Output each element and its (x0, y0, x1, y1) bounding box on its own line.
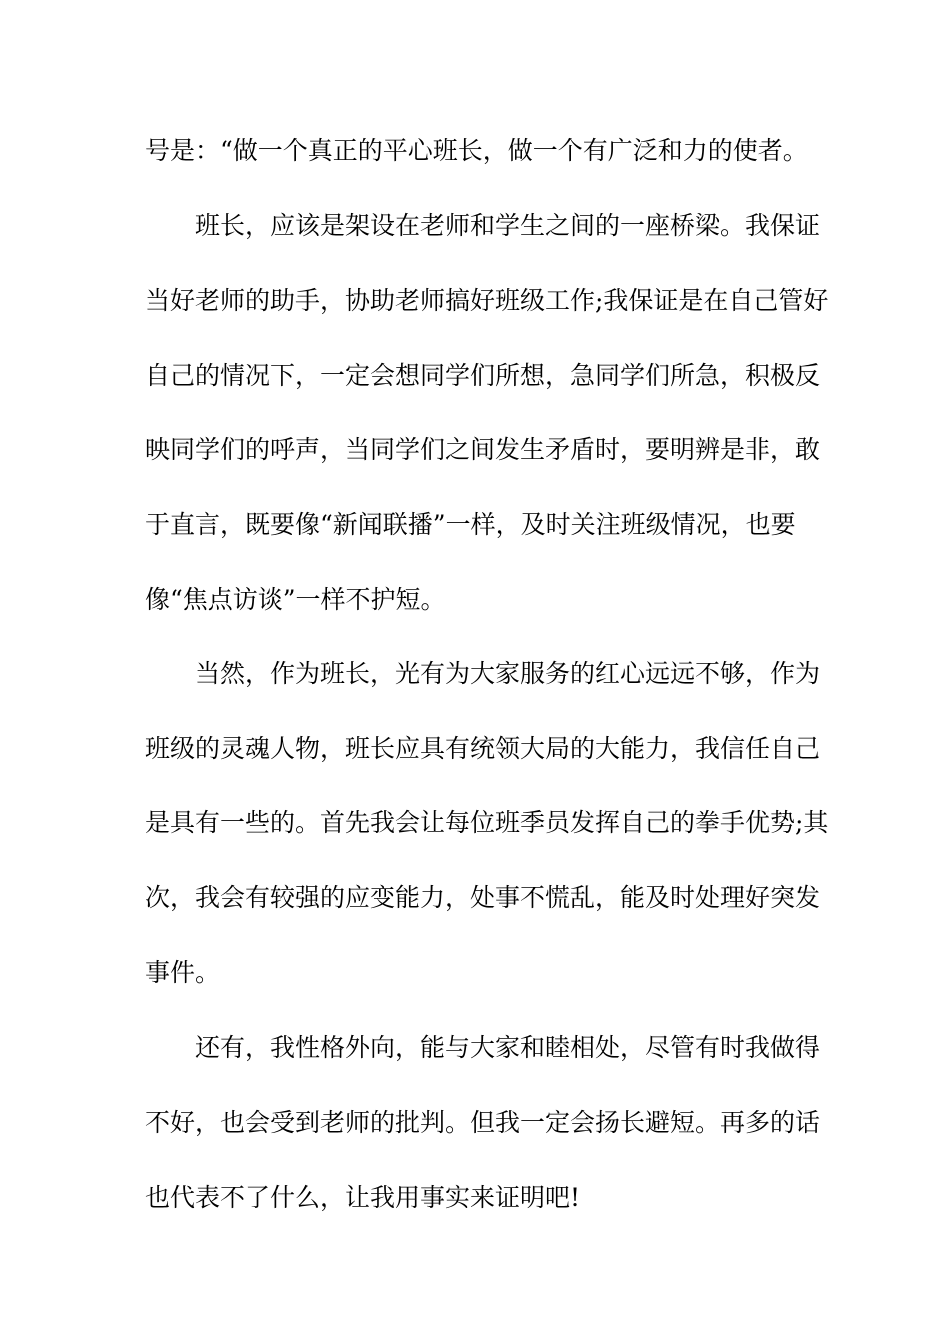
text-line-content: 当好老师的助手，协助老师搞好班级工作;我保证是在自己管好 (145, 286, 829, 315)
paragraph-start-line (0, 206, 950, 246)
text-line (0, 430, 950, 470)
text-line-content: 还有，我性格外向，能与大家和睦相处，尽管有时我做得 (195, 1033, 821, 1062)
text-line-content: 事件。 (145, 958, 221, 987)
text-line-content: 当然，作为班长，光有为大家服务的红心远远不够，作为 (195, 659, 821, 688)
text-line-content: 于直言，既要像“新闻联播”一样，及时关注班级情况，也要 (145, 510, 796, 539)
text-line (0, 505, 950, 545)
paragraph-start-line (0, 654, 950, 694)
text-line (0, 1178, 950, 1218)
text-line (0, 580, 950, 620)
text-line (0, 131, 950, 171)
text-line-content: 号是：“做一个真正的平心班长，做一个有广泛和力的使者。 (145, 136, 808, 165)
text-line-content: 自己的情况下，一定会想同学们所想，急同学们所急，积极反 (145, 361, 821, 390)
text-line-content: 班长，应该是架设在老师和学生之间的一座桥梁。我保证 (195, 211, 821, 240)
text-line-content: 次，我会有较强的应变能力，处事不慌乱，能及时处理好突发 (145, 883, 821, 912)
text-line (0, 1103, 950, 1143)
text-line (0, 281, 950, 321)
text-line (0, 878, 950, 918)
text-line (0, 729, 950, 769)
text-line-content: 像“焦点访谈”一样不护短。 (145, 585, 446, 614)
text-line (0, 953, 950, 993)
text-line (0, 356, 950, 396)
text-line-content: 不好，也会受到老师的批判。但我一定会扬长避短。再多的话 (145, 1108, 821, 1137)
paragraph-start-line (0, 1028, 950, 1068)
text-line-content: 是具有一些的。首先我会让每位班季员发挥自己的拳手优势;其 (145, 808, 829, 837)
text-line-content: 映同学们的呼声，当同学们之间发生矛盾时，要明辨是非，敢 (145, 435, 821, 464)
text-line-content: 班级的灵魂人物，班长应具有统领大局的大能力，我信任自己 (145, 734, 821, 763)
text-line (0, 803, 950, 843)
text-line-content: 也代表不了什么，让我用事实来证明吧! (145, 1183, 581, 1212)
